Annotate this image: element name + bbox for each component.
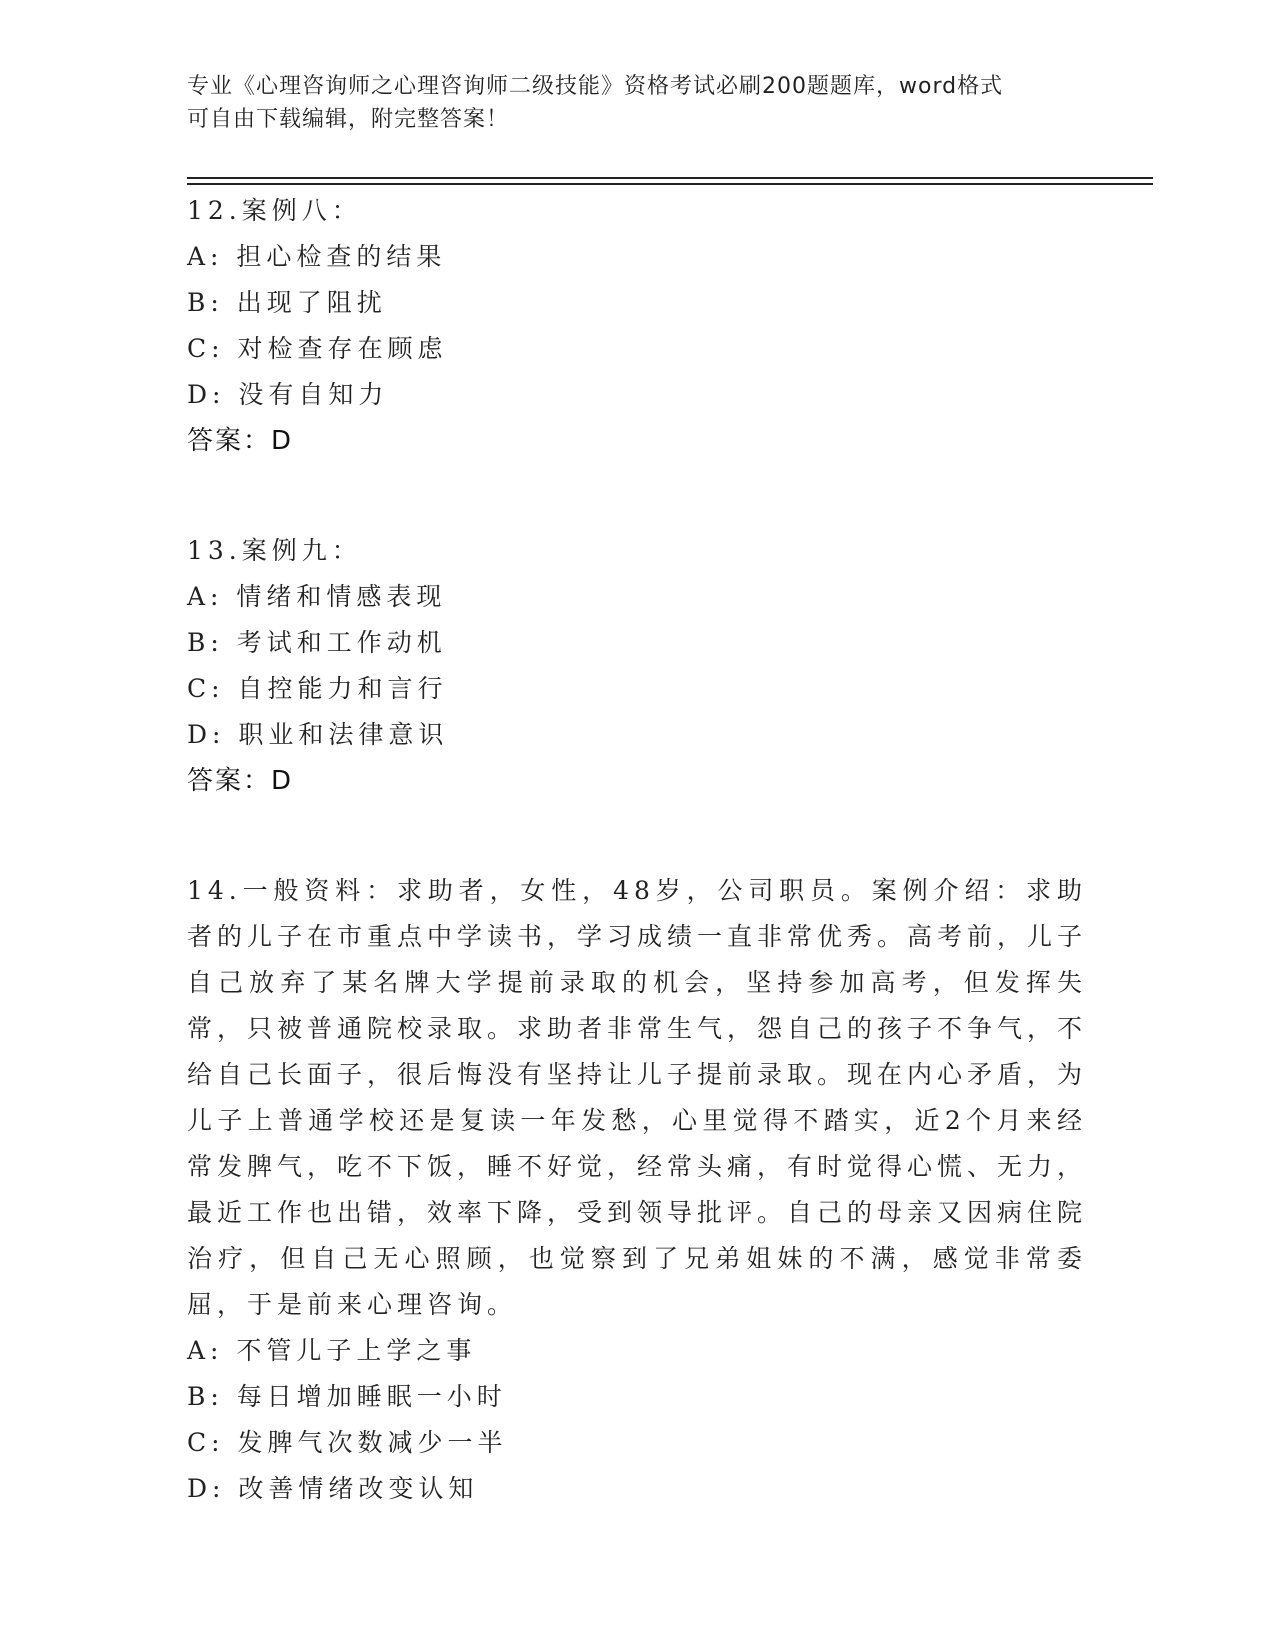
question-13 — [187, 528, 1087, 804]
option-b: B: 出现了阻扰 — [187, 288, 387, 317]
question-stem: 12.案例八： — [187, 196, 362, 225]
question-list — [187, 188, 1087, 1576]
option-d: D: 改善情绪改变认知 — [187, 1474, 479, 1503]
document-header — [187, 70, 1087, 136]
question-12 — [187, 188, 1087, 464]
option-c: C: 发脾气次数减少一半 — [187, 1428, 508, 1457]
question-14 — [187, 868, 1087, 1512]
header-divider-bottom — [187, 183, 1153, 185]
question-stem: 13.案例九： — [187, 536, 362, 565]
header-divider-top — [187, 177, 1153, 179]
option-a: A: 不管儿子上学之事 — [187, 1336, 477, 1365]
option-c: C: 自控能力和言行 — [187, 674, 448, 703]
header-line-1: 专业《心理咨询师之心理咨询师二级技能》资格考试必刷200题题库，word格式 — [187, 74, 1004, 99]
option-d: D: 没有自知力 — [187, 380, 389, 409]
option-b: B: 每日增加睡眠一小时 — [187, 1382, 507, 1411]
option-b: B: 考试和工作动机 — [187, 628, 447, 657]
question-stem: 14.一般资料：求助者，女性，48岁，公司职员。案例介绍：求助者的儿子在市重点中学读书，学习成绩一直非常优秀。高考前，儿子自己放弃了某名牌大学提前录取的机会，坚持参加高考，但发挥失常，只被普通院校录取。求助者非常生气，怨自己的孩子不争气，不给自己长面子，很后悔没有坚持让儿子提前录取。现在内心矛盾，为儿子上普通学校还是复读一年发愁，心里觉得不踏实，近2个月来经常发脾气，吃不下饭，睡不好觉，经常头痛，有时觉得心慌、无力，最近工作也出错，效率下降，受到领导批评。自己的母亲又因病住院治疗，但自己无心照顾，也觉察到了兄弟姐妹的不满，感觉非常委屈，于是前来心理咨询。 — [187, 876, 1088, 1319]
header-line-2: 可自由下载编辑，附完整答案！ — [187, 107, 510, 132]
option-d: D: 职业和法律意识 — [187, 720, 449, 749]
answer-label: 答案：D — [187, 426, 294, 456]
option-a: A: 担心检查的结果 — [187, 242, 447, 271]
answer-label: 答案：D — [187, 766, 294, 796]
option-c: C: 对检查存在顾虑 — [187, 334, 448, 363]
option-a: A: 情绪和情感表现 — [187, 582, 447, 611]
